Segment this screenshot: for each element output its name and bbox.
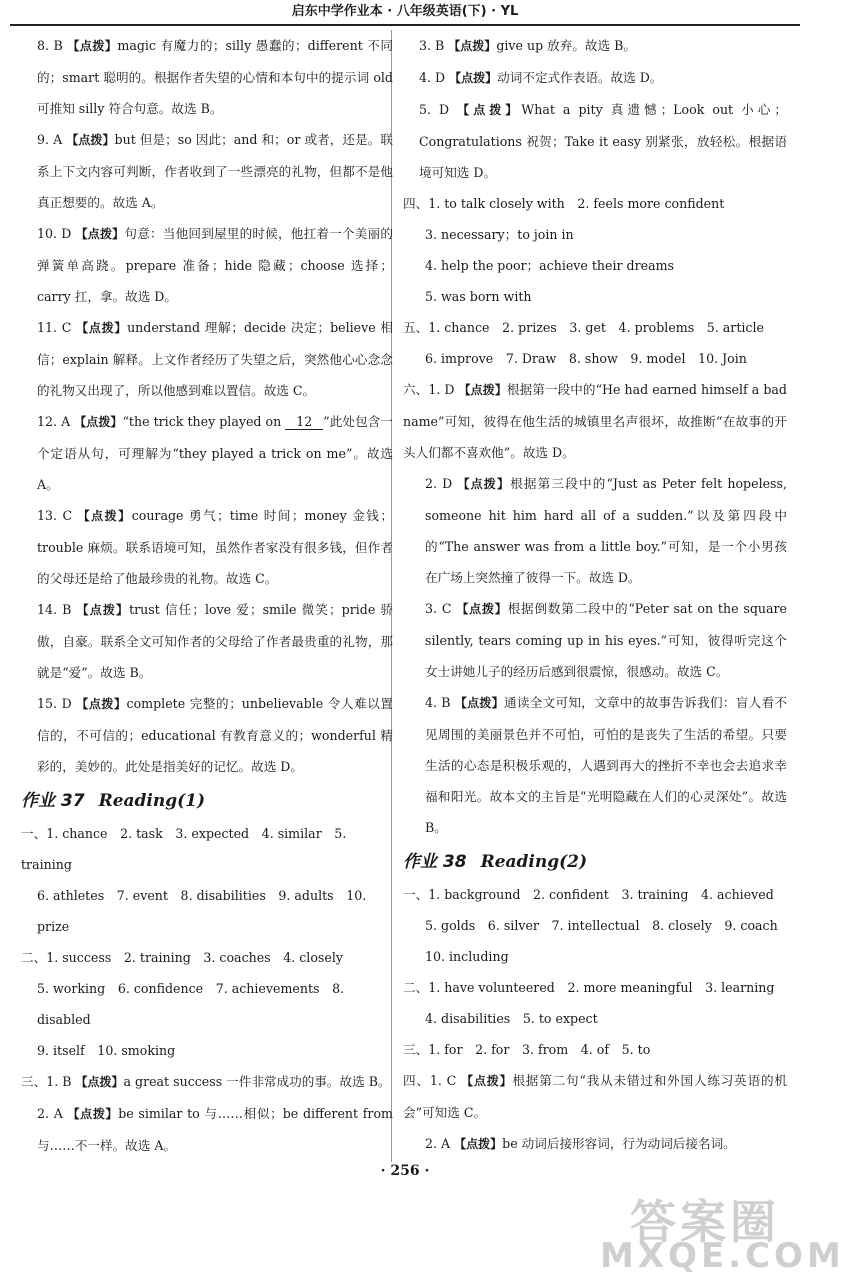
s38-part4-2: 2. A 【点拨】be 动词后接形容词，行为动词后接名词。 <box>425 1136 736 1151</box>
s37-part3-1: 三、1. B 【点拨】a great success 一件非常成功的事。故选 B。 <box>21 1074 391 1089</box>
answer-14: 14. B 【点拨】trust 信任；love 爱；smile 微笑；pride 骄傲，自豪。联系全文可知作者的父母给了作者最贵重的礼物，那就是“爱”。故选 B。 <box>37 602 393 680</box>
answer-6-2: 2. D 【点拨】根据第三段中的“Just as Peter felt hopeless, someone hit him hard all of a sudden.”以及第四段中的“The answer was from a little boy.”可知，是一个小男孩在广场上突然撞了彼得一下。故选 D。 <box>425 476 787 585</box>
section-4: 四、1. to talk closely with 2. feels more confident 3. necessary；to join in 4. help the poor；achieve their dreams 5. was born with <box>403 196 725 304</box>
answer-6-4: 4. B 【点拨】通读全文可知，文章中的故事告诉我们：盲人看不见周围的美丽景色并不可怕，可怕的是丧失了生活的希望。只要生活的心态是积极乐观的，人遇到再大的挫折不幸也会去追求幸福和阳光。故本文的主旨是“光明隐藏在人们的心灵深处”。故选 B。 <box>425 695 787 835</box>
section-37-title: 作业 37 Reading(1) <box>21 791 206 811</box>
right-column <box>403 30 787 1160</box>
watermark-logo <box>600 1186 845 1278</box>
answer-15: 15. D 【点拨】complete 完整的；unbelievable 令人难以置信的，不可信的；educational 有教育意义的；wonderful 精彩的，美妙的。此处是指美好的记忆。故选 D。 <box>37 696 393 774</box>
s37-part2: 二、1. success 2. training 3. coaches 4. closely 5. working 6. confidence 7. achievements 8. disabled 9. itself 10. smoking <box>21 950 345 1058</box>
answer-r4: 4. D 【点拨】动词不定式作表语。故选 D。 <box>419 70 663 85</box>
answer-13: 13. C 【点拨】courage 勇气；time 时间；money 金钱；trouble 麻烦。联系语境可知，虽然作者家没有很多钱，但作者的父母还是给了他最珍贵的礼物。故选 C。 <box>37 508 393 586</box>
s37-part1: 一、1. chance 2. task 3. expected 4. similar 5. training 6. athletes 7. event 8. disabilities 9. adults 10. prize <box>21 826 367 934</box>
s38-part2: 二、1. have volunteered 2. more meaningful 3. learning 4. disabilities 5. to expect <box>403 980 775 1026</box>
s38-part4-1: 四、1. C 【点拨】根据第二句“我从未错过和外国人练习英语的机会”可知选 C。 <box>403 1073 787 1120</box>
answer-r5: 5. D 【点拨】What a pity 真遗憾；Look out 小心；Congratulations 祝贺；Take it easy 别紧张，放轻松。根据语境可知选 D。 <box>419 102 787 180</box>
answer-9: 9. A 【点拨】but 但是；so 因此；and 和；or 或者，还是。联系上下文内容可判断，作者收到了一些漂亮的礼物，但都不是他真正想要的。故选 A。 <box>37 132 393 210</box>
page-header: 启东中学作业本 · 八年级英语(下) · YL <box>291 4 519 19</box>
watermark-bottom: MXQE.COM <box>600 1236 845 1276</box>
section-38-title: 作业 38 Reading(2) <box>403 852 588 872</box>
s37-part3-2: 2. A 【点拨】be similar to 与……相似；be different from 与……不一样。故选 A。 <box>37 1106 393 1153</box>
answer-r3: 3. B 【点拨】give up 放弃。故选 B。 <box>419 38 636 53</box>
watermark-top: 答案圈 <box>630 1195 780 1249</box>
left-column <box>21 30 393 1161</box>
answer-12: 12. A 【点拨】“the trick they played on 12 ”此处包含一个定语从句，可理解为“they played a trick on me”。故选 A。 <box>37 414 393 492</box>
s38-part1: 一、1. background 2. confident 3. training 4. achieved 5. golds 6. silver 7. intellectual 8. closely 9. coach 10. including <box>403 887 778 964</box>
answer-10: 10. D 【点拨】句意：当他回到屋里的时候，他扛着一个美丽的弹簧单高跷。prepare 准备；hide 隐藏；choose 选择；carry 扛，拿。故选 D。 <box>37 226 393 304</box>
page-number: · 256 · <box>380 1163 430 1179</box>
answer-6-3: 3. C 【点拨】根据倒数第二段中的“Peter sat on the square silently, tears coming up in his eyes.”可知，彼得听完这个女士讲她儿子的经历后感到很震惊，很感动。故选 C。 <box>425 601 787 679</box>
s38-part3: 三、1. for 2. for 3. from 4. of 5. to <box>403 1042 651 1057</box>
header-rule <box>10 24 800 26</box>
answer-11: 11. C 【点拨】understand 理解；decide 决定；believe 相信；explain 解释。上文作者经历了失望之后，突然他心心念念的礼物又出现了，所以他感到难以置信。故选 C。 <box>37 320 393 398</box>
answer-8: 8. B 【点拨】magic 有魔力的；silly 愚蠢的；different 不同的；smart 聪明的。根据作者失望的心情和本句中的提示词 old 可推知 silly 符合句意。故选 B。 <box>37 38 393 116</box>
answer-6-1: 六、1. D 【点拨】根据第一段中的“He had earned himself a bad name”可知，彼得在他生活的城镇里名声很坏，故推断“在故事的开头人们都不喜欢他”。故选 D。 <box>403 382 787 460</box>
section-5: 五、1. chance 2. prizes 3. get 4. problems 5. article 6. improve 7. Draw 8. show 9. model 10. Join <box>403 320 764 366</box>
blank-12: 12 <box>285 414 323 430</box>
